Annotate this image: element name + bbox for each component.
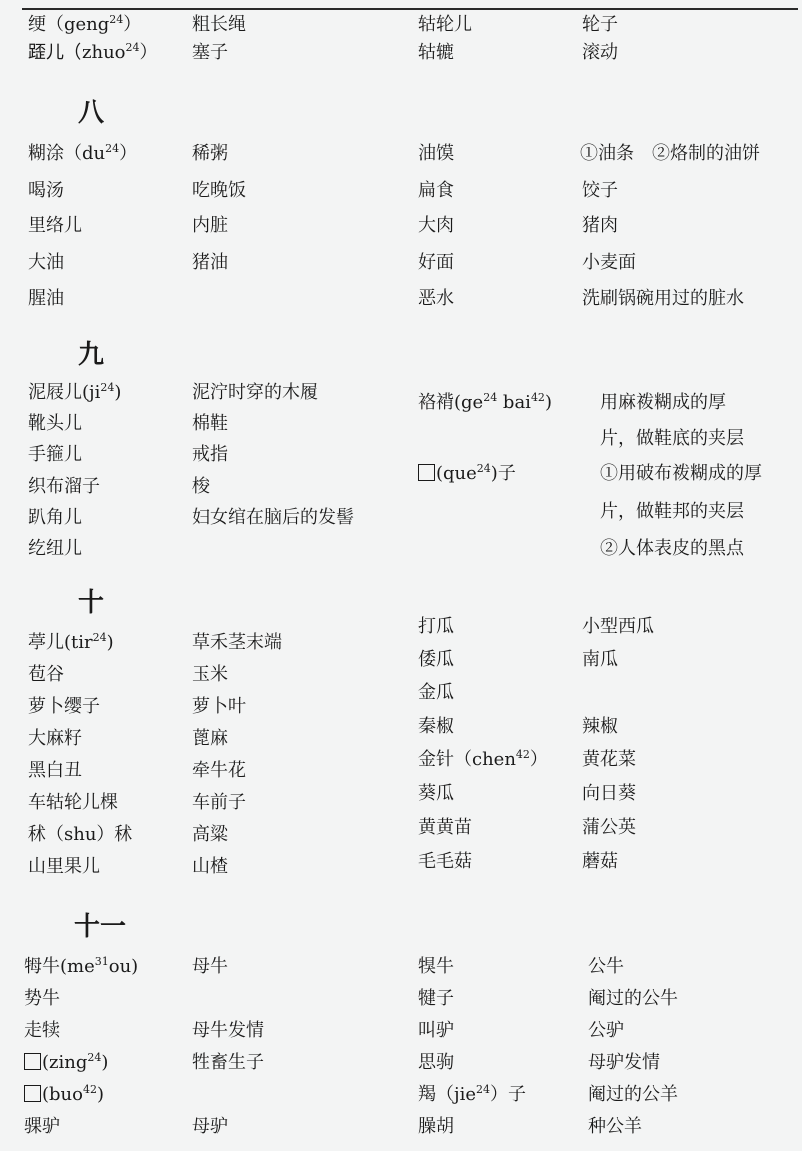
section-heading-10: 十 (78, 588, 105, 618)
gloss: 高粱 (192, 824, 228, 845)
term: 犍子 (418, 988, 454, 1009)
gloss: 棉鞋 (192, 413, 228, 434)
gloss: 蒲公英 (582, 817, 636, 838)
term: (buo$^{42}$) (24, 1084, 104, 1106)
missing-glyph-box (418, 464, 435, 481)
term: 金针（chen$^{42}$） (418, 748, 548, 770)
top-rule (22, 8, 798, 10)
gloss: 蓖麻 (192, 728, 228, 749)
term: 大油 (28, 252, 64, 273)
missing-glyph-box (24, 1053, 41, 1070)
gloss: 滚动 (582, 42, 618, 63)
gloss: 南瓜 (582, 649, 618, 670)
term: 车轱轮儿棵 (28, 792, 118, 813)
gloss: ①用破布袯糊成的厚 (600, 463, 762, 484)
gloss: 妇女绾在脑后的发髻 (192, 507, 354, 528)
term: 喝汤 (28, 180, 64, 201)
gloss: 母牛 (192, 956, 228, 977)
gloss: 母驴发情 (588, 1052, 660, 1073)
gloss: 母驴 (192, 1116, 228, 1137)
gloss: 洗刷锅碗用过的脏水 (582, 288, 744, 309)
term: 轱辘 (418, 42, 454, 63)
gloss: 辣椒 (582, 716, 618, 737)
term: 萝卜缨子 (28, 696, 100, 717)
gloss: 内脏 (192, 215, 228, 236)
term: 袼褙($ge^{24}$ bai$^{42}$) (418, 391, 552, 413)
term: 葵瓜 (418, 783, 454, 804)
gloss: 猪油 (192, 252, 228, 273)
gloss: 用麻袯糊成的厚 (600, 392, 726, 413)
term: 𨂿儿（zhuo$^{24}$） (28, 41, 158, 63)
gloss: 阉过的公羊 (588, 1084, 678, 1105)
gloss: 蘑菇 (582, 851, 618, 872)
gloss: 母牛发情 (192, 1020, 264, 1041)
gloss: 玉米 (192, 664, 228, 685)
term: 打瓜 (418, 616, 454, 637)
gloss: 塞子 (192, 42, 228, 63)
term: 油馍 (418, 143, 454, 164)
term: 苞谷 (28, 664, 64, 685)
term: 靴头儿 (28, 413, 82, 434)
term: 叫驴 (418, 1020, 454, 1041)
term: 手箍儿 (28, 444, 82, 465)
term: 羯（jie$^{24}$）子 (418, 1083, 526, 1105)
gloss: 公牛 (588, 956, 624, 977)
gloss: 梭 (192, 476, 210, 497)
gloss: 黄花菜 (582, 749, 636, 770)
term: (que$^{24}$)子 (418, 463, 516, 485)
gloss: 向日葵 (582, 783, 636, 804)
term: 大肉 (418, 215, 454, 236)
term: 走犊 (24, 1020, 60, 1041)
gloss: 阉过的公牛 (588, 988, 678, 1009)
term: 毛毛菇 (418, 851, 472, 872)
gloss: 小麦面 (582, 252, 636, 273)
term: 葶儿(tir$^{24}$) (28, 631, 114, 653)
term: 犑牛 (418, 956, 454, 977)
gloss: 小型西瓜 (582, 616, 654, 637)
gloss: 稀粥 (192, 143, 228, 164)
term: 势牛 (24, 988, 60, 1009)
term: 骒驴 (24, 1116, 60, 1137)
term: 糊涂$(du^{24})$ (28, 142, 138, 164)
term: 黄黄苗 (418, 817, 472, 838)
term: 思驹 (418, 1052, 454, 1073)
term: 山里果儿 (28, 856, 100, 877)
term: 秫（shu）秫 (28, 824, 133, 845)
term: 里络儿 (28, 215, 82, 236)
gloss: 种公羊 (588, 1116, 642, 1137)
section-heading-9: 九 (78, 340, 105, 370)
term: 绠（geng$^{24}$） (28, 13, 142, 35)
term: 牳牛$(me^{31}ou)$ (24, 955, 139, 977)
section-heading-8: 八 (78, 98, 105, 128)
term: (zing$^{24}$) (24, 1052, 108, 1074)
term: 趴角儿 (28, 507, 82, 528)
term: 轱轮儿 (418, 14, 472, 35)
gloss: 牵牛花 (192, 760, 246, 781)
term: 好面 (418, 252, 454, 273)
term: 恶水 (418, 288, 454, 309)
gloss: 猪肉 (582, 215, 618, 236)
gloss: 片，做鞋邦的夹层 (600, 501, 744, 522)
gloss: 泥泞时穿的木履 (192, 382, 318, 403)
gloss: 萝卜叶 (192, 696, 246, 717)
gloss: 戒指 (192, 444, 228, 465)
gloss: ②人体表皮的黑点 (600, 538, 744, 559)
gloss: 吃晚饭 (192, 180, 246, 201)
gloss: 轮子 (582, 14, 618, 35)
term: 黑白丑 (28, 760, 82, 781)
section-heading-11: 十一 (74, 912, 127, 942)
term: 倭瓜 (418, 649, 454, 670)
term: 织布溜子 (28, 476, 100, 497)
gloss: 饺子 (582, 180, 618, 201)
term: 大麻籽 (28, 728, 82, 749)
gloss: 粗长绳 (192, 14, 246, 35)
gloss: 公驴 (588, 1020, 624, 1041)
term: 腥油 (28, 288, 64, 309)
gloss: 牲畜生子 (192, 1052, 264, 1073)
gloss: 草禾茎末端 (192, 632, 282, 653)
term: 臊胡 (418, 1116, 454, 1137)
gloss: 山楂 (192, 856, 228, 877)
term: 泥屐儿$(ji^{24})$ (28, 381, 122, 403)
term: 纥纽儿 (28, 538, 82, 559)
term: 扁食 (418, 180, 454, 201)
term: 金瓜 (418, 682, 454, 703)
gloss: ①油条 ②烙制的油饼 (580, 143, 760, 164)
missing-glyph-box (24, 1085, 41, 1102)
gloss: 车前子 (192, 792, 246, 813)
gloss: 片，做鞋底的夹层 (600, 428, 744, 449)
term: 秦椒 (418, 716, 454, 737)
